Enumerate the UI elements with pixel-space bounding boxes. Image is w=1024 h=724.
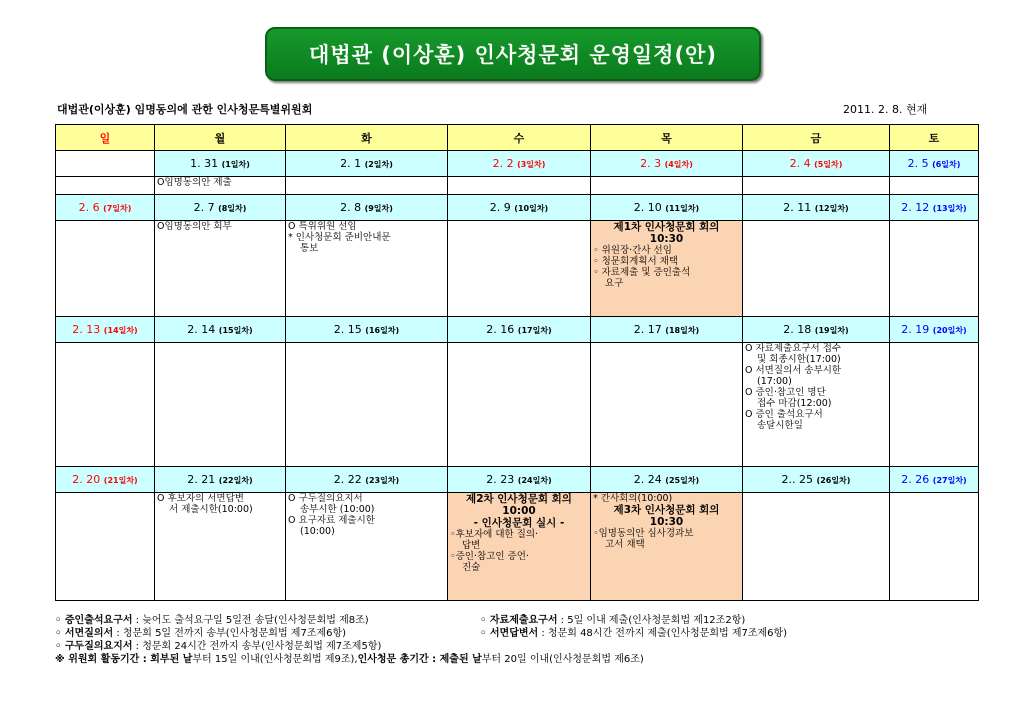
date-label: 2. 18 (783, 323, 815, 336)
weekday-wed: 수 (448, 125, 591, 151)
day-count: (15일차) (218, 326, 253, 335)
day-count: (21일차) (103, 476, 138, 485)
date-cell (743, 467, 890, 493)
date-cell (448, 317, 591, 343)
event-cell (286, 221, 448, 317)
footnote-item (55, 653, 358, 666)
event-line: 고서 채택 (605, 539, 645, 550)
weekday-sat: 토 (890, 125, 979, 151)
event-line: O 구두질의요지서 (288, 493, 363, 504)
event-line: O 특위위원 선임 (288, 221, 357, 232)
day-count: (20일차) (932, 326, 967, 335)
day-count: (10일차) (514, 204, 549, 213)
date-cell (591, 151, 743, 177)
event-line: 서 제출시한(10:00) (169, 504, 253, 515)
date-label: 2. 9 (489, 201, 515, 214)
day-count: (7일차) (103, 204, 132, 213)
footnotes (55, 614, 985, 666)
date-label: 2. 6 (78, 201, 104, 214)
date-cell (890, 195, 979, 221)
date-label: 2. 13 (72, 323, 104, 336)
date-label: 2. 3 (640, 157, 665, 170)
date-label: 2. 11 (783, 201, 815, 214)
footnote-item (55, 627, 480, 640)
event-line: ◦임명동의안 심사경과보 (593, 528, 694, 539)
event-line: ◦ 청문회계획서 채택 (593, 256, 679, 267)
date-cell (743, 195, 890, 221)
date-cell (890, 467, 979, 493)
event-line: 통보 (300, 243, 319, 254)
event-row (56, 221, 979, 317)
date-label: 2. 1 (340, 157, 365, 170)
day-count: (22일차) (218, 476, 253, 485)
date-cell (448, 151, 591, 177)
footnote-item (480, 614, 745, 627)
event-line: * 인사청문회 준비안내문 (288, 232, 391, 243)
weekday-thu: 목 (591, 125, 743, 151)
meeting-title: 제3차 인사청문회 회의 (613, 504, 720, 516)
event-line: O 후보자의 서면답변 (157, 493, 244, 504)
day-count: (1일차) (221, 160, 250, 169)
meeting-time: 10:30 (649, 233, 684, 245)
footnote-label: ◦ 구두질의요지서 (55, 641, 133, 652)
footnote-row (55, 640, 985, 653)
day-count: (11일차) (665, 204, 700, 213)
event-cell (448, 343, 591, 467)
footnote-text: : 청문회 48시간 전까지 제출(인사청문회법 제7조제6항) (538, 628, 788, 639)
weekday-mon: 월 (155, 125, 286, 151)
date-cell (56, 467, 155, 493)
footnote-row (55, 614, 985, 627)
footnote-label: ※ 위원회 활동기간 : 회부된 날 (55, 654, 193, 665)
event-cell (56, 493, 155, 601)
day-count: (14일차) (103, 326, 138, 335)
date-label: 2. 8 (340, 201, 365, 214)
day-count: (25일차) (665, 476, 700, 485)
footnote-row (55, 627, 985, 640)
event-row (56, 177, 979, 195)
footnote-label: ◦ 자료제출요구서 (480, 615, 558, 626)
event-cell (448, 221, 591, 317)
event-cell (56, 221, 155, 317)
event-cell (743, 177, 890, 195)
date-row (56, 195, 979, 221)
meeting-title: 제1차 인사청문회 회의 (613, 221, 720, 233)
footnote-text: 부터 15일 이내(인사청문회법 제9조), (192, 654, 358, 665)
date-cell (743, 317, 890, 343)
date-cell (890, 151, 979, 177)
event-line: ◦ 위원장·간사 선임 (593, 245, 672, 256)
date-cell (743, 151, 890, 177)
day-count: (9일차) (364, 204, 393, 213)
footnote-label: ◦ 서면질의서 (55, 628, 114, 639)
event-cell (286, 343, 448, 467)
event-cell (155, 343, 286, 467)
event-cell (743, 221, 890, 317)
event-line: 진술 (462, 562, 481, 573)
date-cell (286, 151, 448, 177)
event-cell (743, 493, 890, 601)
day-count: (24일차) (517, 476, 552, 485)
event-cell (56, 177, 155, 195)
day-count: (4일차) (664, 160, 693, 169)
event-cell (890, 177, 979, 195)
event-line: O 서면질의서 송부시한 (745, 365, 842, 376)
footnote-item (480, 627, 787, 640)
date-label: 2. 26 (901, 473, 933, 486)
footnote-text: 부터 20일 이내(인사청문회법 제6조) (481, 654, 644, 665)
footnote-text: : 청문회 24시간 전까지 송부(인사청문회법 제7조제5항) (132, 641, 382, 652)
date-row (56, 467, 979, 493)
date-cell (286, 467, 448, 493)
day-count: (26일차) (816, 476, 851, 485)
event-text: O임명동의안 제출 (157, 177, 232, 188)
footnote-row (55, 653, 985, 666)
day-count: (13일차) (932, 204, 967, 213)
event-line: * 간사회의(10:00) (593, 493, 673, 504)
event-cell (591, 343, 743, 467)
event-cell (155, 177, 286, 195)
event-cell (448, 177, 591, 195)
event-cell (286, 493, 448, 601)
event-line: 답변 (462, 540, 481, 551)
date-label: 2. 21 (187, 473, 219, 486)
date-cell (591, 195, 743, 221)
date-label: 2. 5 (907, 157, 933, 170)
title-banner (265, 27, 761, 81)
date-row (56, 151, 979, 177)
day-count: (2일차) (364, 160, 393, 169)
meeting-time: 10:30 (649, 516, 684, 528)
day-count: (17일차) (517, 326, 552, 335)
date-label: 2. 10 (633, 201, 666, 214)
day-count: (16일차) (365, 326, 400, 335)
event-line: ◦후보자에 대한 질의· (450, 529, 539, 540)
event-line: 요구 (605, 278, 624, 289)
date-label: 2. 23 (486, 473, 518, 486)
event-line: O 증인 출석요구서 (745, 409, 823, 420)
date-cell (591, 317, 743, 343)
date-cell (286, 195, 448, 221)
footnote-item (55, 614, 480, 627)
date-label: 2. 12 (901, 201, 933, 214)
date-cell (155, 195, 286, 221)
event-line: O 증인·참고인 명단 (745, 387, 826, 398)
event-text: O임명동의안 회부 (157, 221, 232, 232)
footnote-text: : 늦어도 출석요구일 5일전 송달(인사청문회법 제8조) (132, 615, 369, 626)
event-line: 송달시한일 (757, 420, 803, 431)
weekday-header-row (56, 125, 979, 151)
day-count: (27일차) (932, 476, 967, 485)
footnote-item (55, 640, 381, 653)
date-cell (286, 317, 448, 343)
date-label: 2.. 25 (781, 473, 817, 486)
day-count: (8일차) (218, 204, 247, 213)
date-label: 2. 4 (789, 157, 815, 170)
event-line: O 요구자료 제출시한 (288, 515, 375, 526)
committee-subtitle: 대법관(이상훈) 임명동의에 관한 인사청문특별위원회 (57, 103, 313, 116)
event-line: ◦ 자료제출 및 증인출석 (593, 267, 691, 278)
date-label: 2. 19 (901, 323, 933, 336)
event-cell (591, 221, 743, 317)
date-label: 2. 14 (187, 323, 219, 336)
schedule-calendar (55, 124, 979, 601)
date-label: 2. 15 (333, 323, 366, 336)
day-count: (5일차) (814, 160, 843, 169)
date-label: 1. 31 (190, 157, 222, 170)
day-count: (6일차) (932, 160, 961, 169)
event-cell (743, 343, 890, 467)
meeting-time: 10:00 (502, 505, 536, 517)
event-cell (286, 177, 448, 195)
date-cell (56, 195, 155, 221)
footnote-item (358, 653, 644, 666)
footnote-label: ◦ 서면답변서 (480, 628, 539, 639)
weekday-tue: 화 (286, 125, 448, 151)
event-cell (155, 221, 286, 317)
date-label: 2. 17 (633, 323, 666, 336)
meeting-title: 제2차 인사청문회 회의 (466, 493, 572, 505)
date-cell (155, 317, 286, 343)
footnote-text: : 청문회 5일 전까지 송부(인사청문회법 제7조제6항) (113, 628, 347, 639)
date-label: 2. 24 (633, 473, 666, 486)
event-line: (10:00) (300, 526, 335, 537)
event-cell (890, 343, 979, 467)
footnote-text: : 5일 이내 제출(인사청문회법 제12조2항) (557, 615, 746, 626)
date-cell (890, 317, 979, 343)
event-cell (448, 493, 591, 601)
day-count: (3일차) (517, 160, 546, 169)
date-row (56, 317, 979, 343)
date-cell (448, 195, 591, 221)
date-cell (155, 467, 286, 493)
day-count: (19일차) (814, 326, 849, 335)
weekday-fri: 금 (743, 125, 890, 151)
event-line: 송부시한 (10:00) (300, 504, 375, 515)
page-title: 대법관 (이상훈) 인사청문회 운영일정(안) (309, 43, 717, 67)
event-line: ◦증인·참고인 증언· (450, 551, 529, 562)
footnote-label: ◦ 증인출석요구서 (55, 615, 133, 626)
event-line: (17:00) (757, 376, 792, 387)
date-cell (56, 317, 155, 343)
event-cell (890, 493, 979, 601)
event-line: 및 회종시한(17:00) (757, 354, 841, 365)
day-count: (12일차) (814, 204, 849, 213)
event-cell (890, 221, 979, 317)
event-cell (591, 177, 743, 195)
date-label: 2. 2 (492, 157, 518, 170)
date-label: 2. 20 (72, 473, 104, 486)
footnote-label: 인사청문 총기간 : 제출된 날 (357, 654, 482, 665)
meeting-subtitle: - 인사청문회 실시 - (473, 517, 565, 529)
date-label: 2. 22 (333, 473, 366, 486)
event-cell (591, 493, 743, 601)
date-cell (591, 467, 743, 493)
date-cell (448, 467, 591, 493)
day-count: (18일차) (665, 326, 700, 335)
event-cell (155, 493, 286, 601)
event-line: 접수 마감(12:00) (757, 398, 832, 409)
day-count: (23일차) (365, 476, 400, 485)
as-of-date: 2011. 2. 8. 현재 (843, 103, 928, 116)
event-row (56, 493, 979, 601)
date-cell (155, 151, 286, 177)
event-cell (56, 343, 155, 467)
date-label: 2. 16 (486, 323, 518, 336)
date-label: 2. 7 (193, 201, 219, 214)
date-cell (56, 151, 155, 177)
weekday-sun: 일 (56, 125, 155, 151)
event-row (56, 343, 979, 467)
event-line: O 자료제출요구서 접수 (745, 343, 842, 354)
